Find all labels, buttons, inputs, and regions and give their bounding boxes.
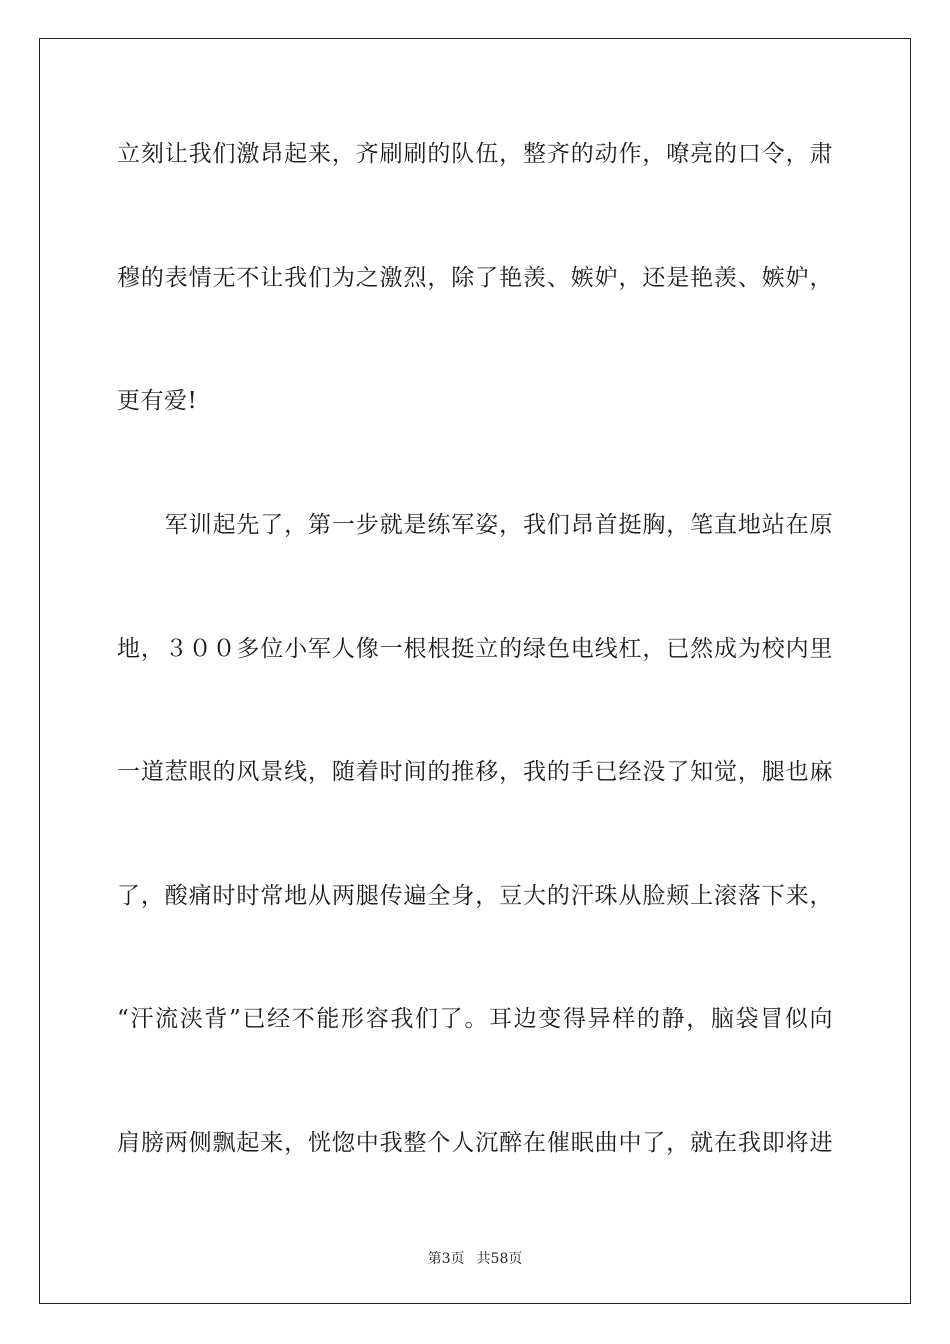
page-number: 第3页 (427, 1251, 465, 1267)
body-text-line: “汗流浃背”已经不能形容我们了。耳边变得异样的静，脑袋冒似向 (117, 1006, 833, 1032)
body-text-line: 一道惹眼的风景线，随着时间的推移，我的手已经没了知觉，腿也麻 (117, 759, 833, 785)
body-text-line: 更有爱! (117, 388, 198, 414)
page-total: 共58页 (476, 1251, 523, 1267)
body-text-line: 肩膀两侧飘起来，恍惚中我整个人沉醉在催眠曲中了，就在我即将进 (117, 1130, 833, 1156)
page-border (39, 38, 911, 1304)
body-text-line: 穆的表情无不让我们为之激烈，除了艳羡、嫉妒，还是艳羡、嫉妒， (117, 265, 833, 291)
page-footer (0, 1248, 950, 1268)
body-text-line: 了，酸痛时时常地从两腿传遍全身，豆大的汗珠从脸颊上滚落下来， (117, 883, 833, 909)
body-text-line: 军训起先了，第一步就是练军姿，我们昂首挺胸，笔直地站在原 (117, 512, 833, 538)
body-text-line: 立刻让我们激昂起来，齐刷刷的队伍，整齐的动作，嘹亮的口令，肃 (117, 141, 833, 167)
body-text-line: 地，３００多位小军人像一根根挺立的绿色电线杠，已然成为校内里 (117, 636, 833, 662)
